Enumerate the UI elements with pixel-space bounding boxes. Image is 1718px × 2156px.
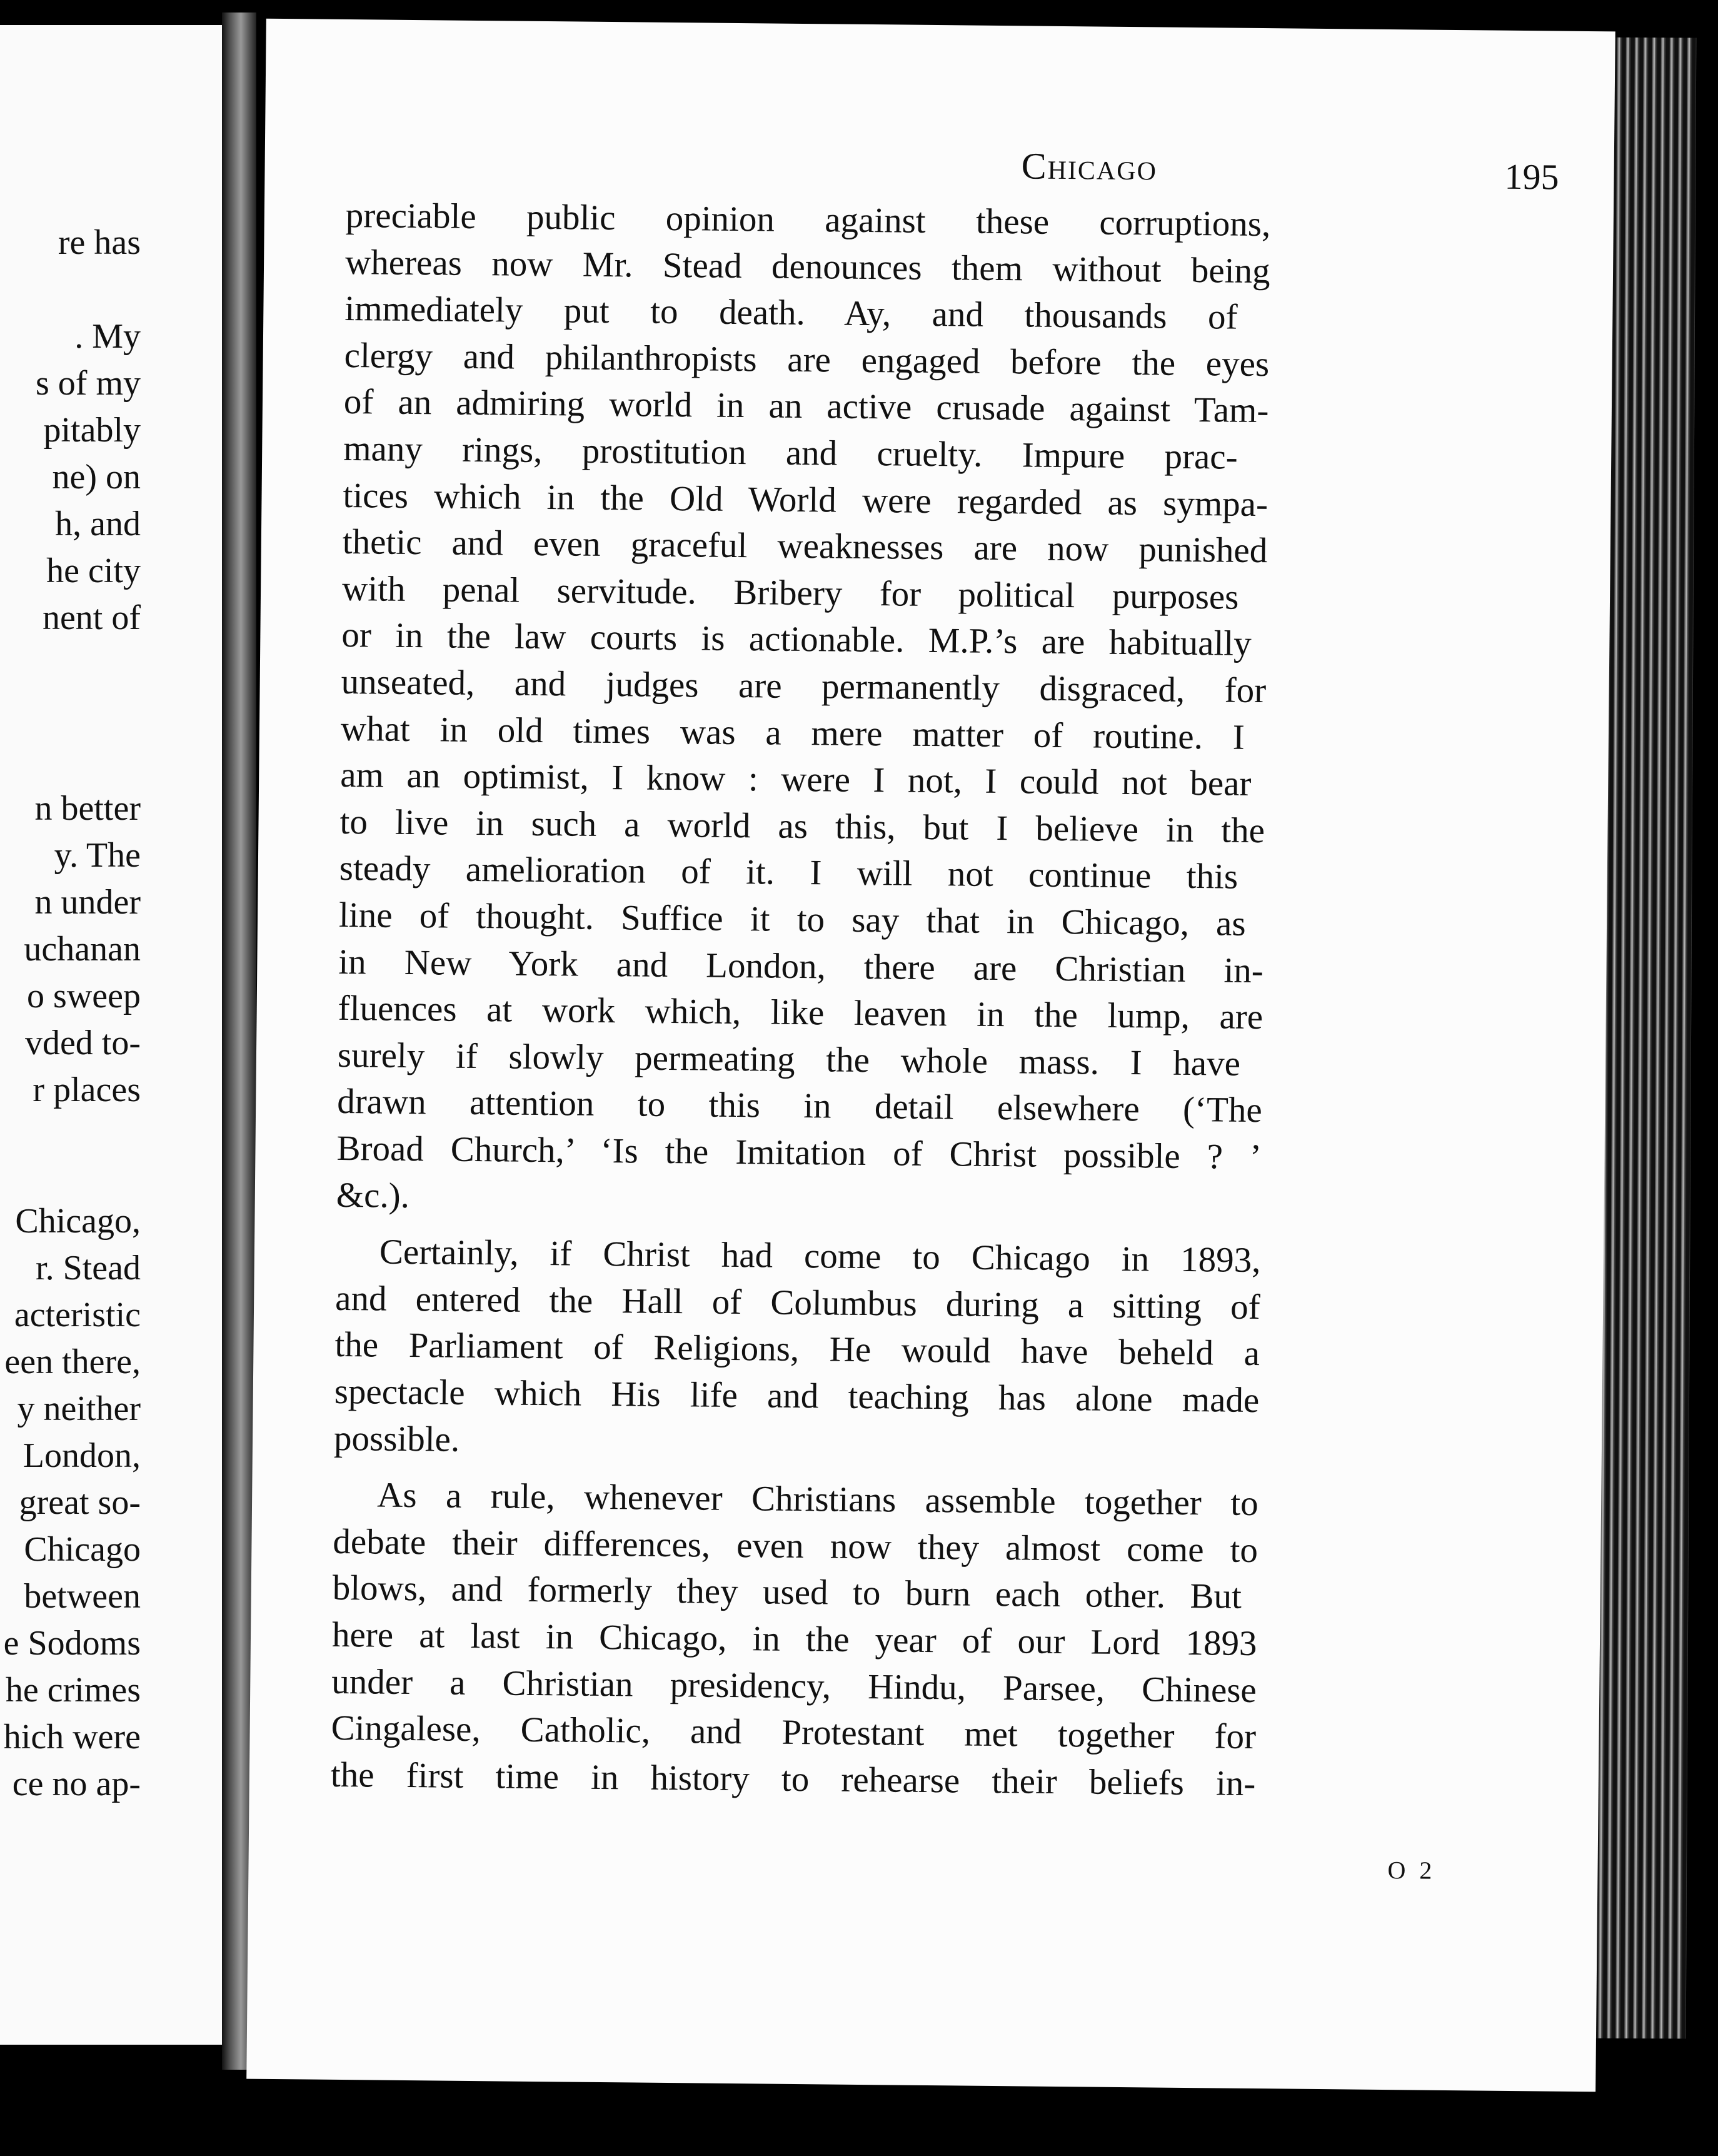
text-line: am an optimist, I know : were I not, I could not bear [339,755,1252,804]
text-line: here at last in Chicago, in the year of our Lord 1893 [331,1614,1257,1664]
text-line: line of thought. Suffice it to say that in Chicago, as [338,895,1246,944]
text-line: steady amelioration of it. I will not continue this [339,849,1238,897]
text-line: drawn attention to this in detail elsewhere (‘The [336,1082,1262,1131]
text-line: debate their differences, even now they almost come to [333,1521,1258,1570]
text-line: possible. [333,1418,460,1459]
text-line: in New York and London, there are Christian in- [338,942,1264,990]
left-page-line: hich were [3,1718,141,1756]
text-line: blows, and formerly they used to burn each other. But [332,1568,1242,1617]
text-line: to live in such a world as this, but I believe in the [339,802,1265,850]
signature-mark: O 2 [1387,1856,1436,1885]
left-page-line: ne) on [52,458,141,496]
left-page-line: nent of [42,598,141,637]
text-line: tices which in the Old World were regarded as sympa- [343,475,1268,524]
text-line: preciable public opinion against these corruptions, [345,195,1271,244]
left-page-line: r places [33,1070,141,1109]
text-line: what in old times was a mere matter of routine. I [340,708,1245,757]
left-page-line: y neither [17,1389,141,1428]
text-line: fluences at work which, like leaven in the lump, are [338,989,1263,1037]
running-head: Chicago [1021,145,1158,188]
left-page-line: . My [74,317,141,356]
left-page-line: s of my [36,364,141,403]
text-line: or in the law courts is actionable. M.P.’s are habitually [341,615,1252,664]
left-page-line: ce no ap- [12,1765,141,1803]
text-line: and entered the Hall of Columbus during a sitting of [334,1278,1260,1327]
left-page-line: he crimes [5,1671,141,1710]
left-page-line: y. The [54,836,141,875]
text-line: of an admiring world in an active crusade against Tam- [343,382,1269,431]
text-line: the Parliament of Religions, He would have beheld a [334,1325,1260,1374]
text-line: under a Christian presidency, Hindu, Parsee, Chinese [331,1661,1257,1710]
text-line: As a rule, whenever Christians assemble together to [376,1475,1258,1524]
left-page-line: h, and [55,505,141,543]
text-line: Certainly, if Christ had come to Chicago in 1893, [379,1232,1261,1281]
text-line: many rings, prostitution and cruelty. Impure prac- [343,428,1238,477]
left-page-line: uchanan [24,930,141,969]
left-page-line: vded to- [24,1024,141,1062]
text-line: whereas now Mr. Stead denounces them without being [344,242,1270,291]
text-line: Cingalese, Catholic, and Protestant met together for [331,1708,1257,1757]
text-line: immediately put to death. Ay, and thousands of [344,289,1238,337]
left-page-line: acteristic [14,1296,141,1334]
text-line: unseated, and judges are permanently disgraced, for [341,662,1267,711]
text-line: &c.). [336,1175,410,1216]
left-page-line: n better [34,789,141,828]
left-page-line: re has [58,223,141,262]
left-page-line: Chicago, [15,1202,141,1241]
left-page-line: Chicago [24,1530,141,1569]
left-page [0,25,222,2045]
text-line: Broad Church,’ ‘Is the Imitation of Christ possible ? ’ [336,1128,1262,1177]
left-page-line: pitably [43,411,141,450]
left-page-line: r. Stead [36,1249,141,1287]
left-page-line: een there, [4,1342,141,1381]
left-page-line: between [24,1577,141,1616]
left-page-line: o sweep [27,977,141,1015]
right-page [246,19,1615,2092]
left-page-line: n under [34,883,141,922]
page-header [746,142,1559,199]
text-line: clergy and philanthropists are engaged before the eyes [344,335,1270,384]
text-line: spectacle which His life and teaching has alone made [334,1371,1260,1421]
left-page-line: e Sodoms [3,1624,141,1663]
text-line: surely if slowly permeating the whole mass. I have [337,1035,1241,1084]
left-page-line: London, [23,1436,141,1475]
text-line: with penal servitude. Bribery for political purposes [341,568,1239,617]
page-number: 195 [1504,156,1559,198]
text-line: the first time in history to rehearse their beliefs in- [330,1755,1256,1803]
left-page-line: great so- [19,1483,141,1522]
text-line: thetic and even graceful weaknesses are now punished [342,522,1268,571]
left-page-line: he city [46,552,141,590]
